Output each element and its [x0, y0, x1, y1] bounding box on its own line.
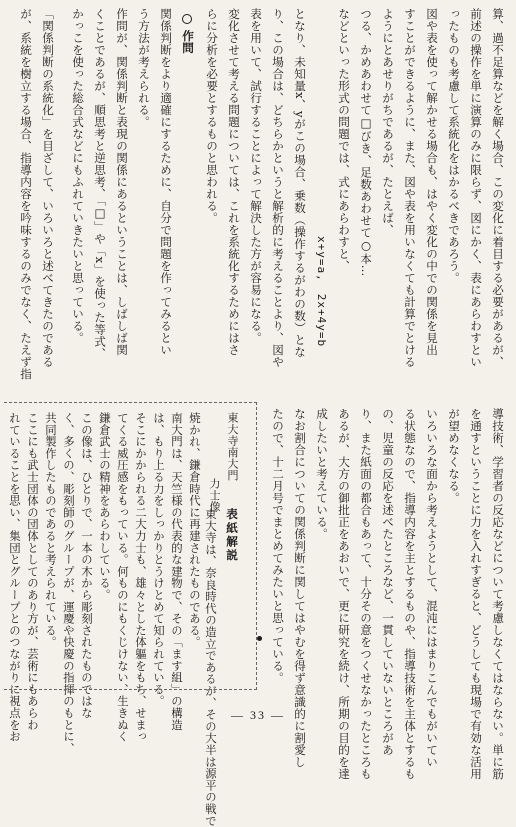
body-text-line: ったものも考慮して系統化をはかるべきであろう。 [447, 8, 461, 284]
caption-text-line: 焼かれ、鎌倉時代に再建されたものである。 [188, 412, 202, 648]
caption-text-line: は、もり上る力をしっかりとうけとめて知られている。 [152, 412, 166, 707]
caption-text-line: てくる威圧感をもっている。何ものにもくじけない、生きぬく [116, 412, 130, 743]
body-text-line: り、この場合は、どちらかというと解析的に考えることより、図や [271, 8, 285, 368]
body-text-line: 「関係判断の系統化」を目ざして、いろいろと述べてきたのである [41, 8, 55, 368]
caption-text-line: この像は、ひとりで、一本の木から彫刻されたものではな [80, 412, 94, 719]
section-heading: 作問 [181, 30, 195, 54]
caption-text-line: 南大門は、天竺様の代表的な建物で、その「ます組」の構造 [170, 412, 184, 731]
caption-text-line: く、多くの、彫刻師のグループが、運慶や快慶の指揮のもとに、 [62, 412, 76, 755]
body-text-line: つる、かめあわせて□びき、足数あわせて○本… [359, 8, 373, 277]
body-text-line: う方法が考えられる。 [137, 8, 151, 128]
body-text-line: かっこを使った総合式などにもふれていきたいと思っている。 [71, 8, 85, 344]
body-text-line: 表を用いて、試行することによって解決した方が容易になる。 [249, 8, 263, 344]
body-text-line: 算、過不足算などを解く場合、この変化に着目する必要があるが、 [491, 8, 505, 368]
body-text-line: 作問が、関係判断と表現の関係にあるということは、しばしば関 [115, 8, 129, 356]
body-text-line: の、児童の反応を述べたところなど、一貫していないところがあ [381, 408, 395, 756]
body-text-line: なお割合についての関係判断に関してはやむを得ず意識的に割愛し [293, 408, 307, 768]
caption-text-line: 東大寺は、奈良時代の造立であるが、その大半は源平の戦で [204, 508, 218, 827]
caption-text-line: 共同製作したものであると考えられている。 [44, 412, 58, 648]
body-text-line: る状態なので、指導内容を主とするものや、指導技術を主体とするも [403, 408, 417, 780]
caption-text-line: そこにかかられる二大力士も、雄々とした体軀をもち、せまっ [134, 412, 148, 743]
caption-heading: 表紙解説 [225, 508, 239, 563]
body-text-line: を通すということに力を入れすぎると、どうしても現場で有効な活用 [469, 408, 483, 780]
body-text-line: となり、未知量x、yがこの場合、乗数（操作するがわの数）とな [293, 8, 307, 358]
caption-box-frame [4, 402, 257, 827]
caption-subject: 東大寺南大門 [226, 412, 239, 481]
body-text-line: すことができるように、また、図や表を用いなくても計算でとける [403, 8, 417, 368]
body-text-line: が、系統を樹立する場合、指導内容を吟味するのみでなく、たえず指 [19, 8, 33, 380]
body-text-line: 成したいと考えている。 [315, 408, 329, 540]
equation: x+y=a, 2x+4y=b [315, 236, 328, 348]
dot-marker-icon [257, 636, 262, 641]
section-bullet-icon [182, 14, 192, 24]
body-text-line: 関係判断をより適確にするために、自分で問題を作ってみるとい [159, 8, 173, 356]
body-text-line: 変化させて考える問題については、これを系統化するためにはさ [227, 8, 241, 356]
body-text-line: 前述の操作を単に演算のみに限らず、図にかく、表にあらわすとい [469, 8, 483, 368]
body-text-line: が望めなくなる。 [447, 408, 461, 504]
caption-subject: 力士像 [208, 478, 221, 513]
body-text-line: らに分析を必要とするものと思われる。 [205, 8, 219, 224]
caption-text-line: 鎌倉武士の精神をあらわしている。 [98, 412, 112, 601]
body-text-line: 導技術、学習者の反応などについて考慮しなくてはならない。単に筋 [491, 408, 505, 780]
page-number: — 33 — [231, 708, 285, 722]
body-text-line: り、また紙面の都合もあって、十分その意をつくせなかったところも [359, 408, 373, 780]
body-text-line: あるが、大方の御批正をあおいで、更に研究を続け、所期の目的を達 [337, 408, 351, 780]
caption-text-line: れていることを思い、集団とグループとのつながりに視点をお [8, 412, 22, 743]
body-text-line: ようにとあせりがちであるが、たとえば、 [381, 8, 395, 236]
caption-text-line: ここにも武士団体の団体としてのあり方が、芸術にもあらわ [26, 412, 40, 731]
body-text-line: などといった形式の問題では、式にあらわすと、 [337, 8, 351, 272]
body-text-line: たので、十二月号でまとめてみたいと思っている。 [271, 408, 285, 684]
body-text-line: 図や表を使って解かせる場合も、はやく変化の中での関係を見出 [425, 8, 439, 356]
body-text-line: いろいろな面から考えようとして、混沌にはまりこんでもがいてい [425, 408, 439, 768]
body-text-line: くことであるが、順思考と逆思考、「□」や「x」を使った等式、 [93, 8, 107, 360]
